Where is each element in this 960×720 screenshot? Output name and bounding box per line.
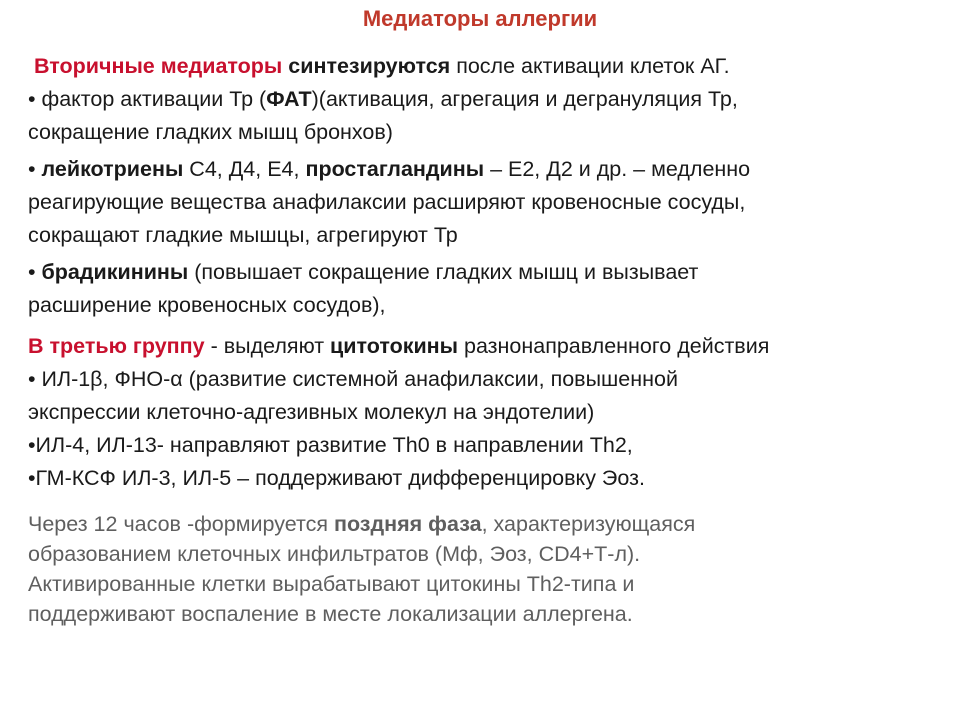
- late-phase-label: поздняя фаза: [333, 512, 482, 536]
- leukotriene-line-3: сокращают гладкие мышцы, агрегируют Тр: [28, 223, 458, 247]
- late-phase-block: [28, 509, 948, 629]
- third-group-label: В третью группу: [28, 334, 205, 358]
- prostaglandins-label: простагландины: [305, 157, 485, 181]
- prostaglandin-text: – Е2, Д2 и др. – медленно: [484, 157, 751, 181]
- gmcsf-line: •ГМ-КСФ ИЛ-3, ИЛ-5 – поддерживают дифференцировку Эоз.: [28, 466, 645, 490]
- third-group-rest: разнонаправленного действия: [458, 334, 770, 358]
- il1-line-1: • ИЛ-1β, ФНО-α (развитие системной анафилаксии, повышенной: [28, 367, 678, 391]
- intro-line: [28, 50, 948, 83]
- il1-line-2: экспрессии клеточно-адгезивных молекул на эндотелии): [28, 400, 595, 424]
- intro-rest: после активации клеток АГ.: [456, 54, 730, 78]
- cytokines-label: цитотокины: [330, 334, 459, 358]
- third-group-text: - выделяют: [204, 334, 331, 358]
- third-group-line: [28, 330, 948, 363]
- secondary-mediators-label: Вторичные медиаторы: [34, 54, 283, 78]
- late-line-4: поддерживают воспаление в месте локализации аллергена.: [28, 602, 633, 626]
- fat-line-2: сокращение гладких мышц бронхов): [28, 120, 393, 144]
- fat-text-a: • фактор активации Тр (: [28, 87, 267, 111]
- slide-body: [28, 50, 948, 629]
- fat-abbrev: ФАТ: [266, 87, 312, 111]
- fat-text-c: )(активация, агрегация и дегрануляция Тр,: [311, 87, 738, 111]
- bullet: •: [28, 260, 42, 284]
- bradykinins-label: брадикинины: [41, 260, 189, 284]
- late-line-1: [28, 509, 948, 539]
- leukotriene-line-2: реагирующие вещества анафилаксии расширяют кровеносные сосуды,: [28, 190, 746, 214]
- late-line-3: Активированные клетки вырабатывают цитокины Th2-типа и: [28, 572, 635, 596]
- leukotriene-text: С4, Д4, Е4,: [183, 157, 306, 181]
- bradykinin-line-1: [28, 256, 948, 289]
- late-line-2: образованием клеточных инфильтратов (Мф, Эоз, CD4+Т-л).: [28, 542, 641, 566]
- fat-line-1: [28, 83, 948, 116]
- synthesized-label: синтезируются: [288, 54, 451, 78]
- bradykinin-line-2: расширение кровеносных сосудов),: [28, 293, 386, 317]
- late-text-b: , характеризующаяся: [481, 512, 696, 536]
- leukotrienes-label: лейкотриены: [41, 157, 184, 181]
- slide-title: Медиаторы аллергии: [362, 6, 598, 31]
- il4-line: •ИЛ-4, ИЛ-13- направляют развитие Th0 в направлении Th2,: [28, 433, 633, 457]
- late-text-a: Через 12 часов -формируется: [28, 512, 334, 536]
- bradykinin-text: (повышает сокращение гладких мышц и вызывает: [188, 260, 699, 284]
- leukotriene-line-1: [28, 153, 948, 186]
- bullet: •: [28, 157, 42, 181]
